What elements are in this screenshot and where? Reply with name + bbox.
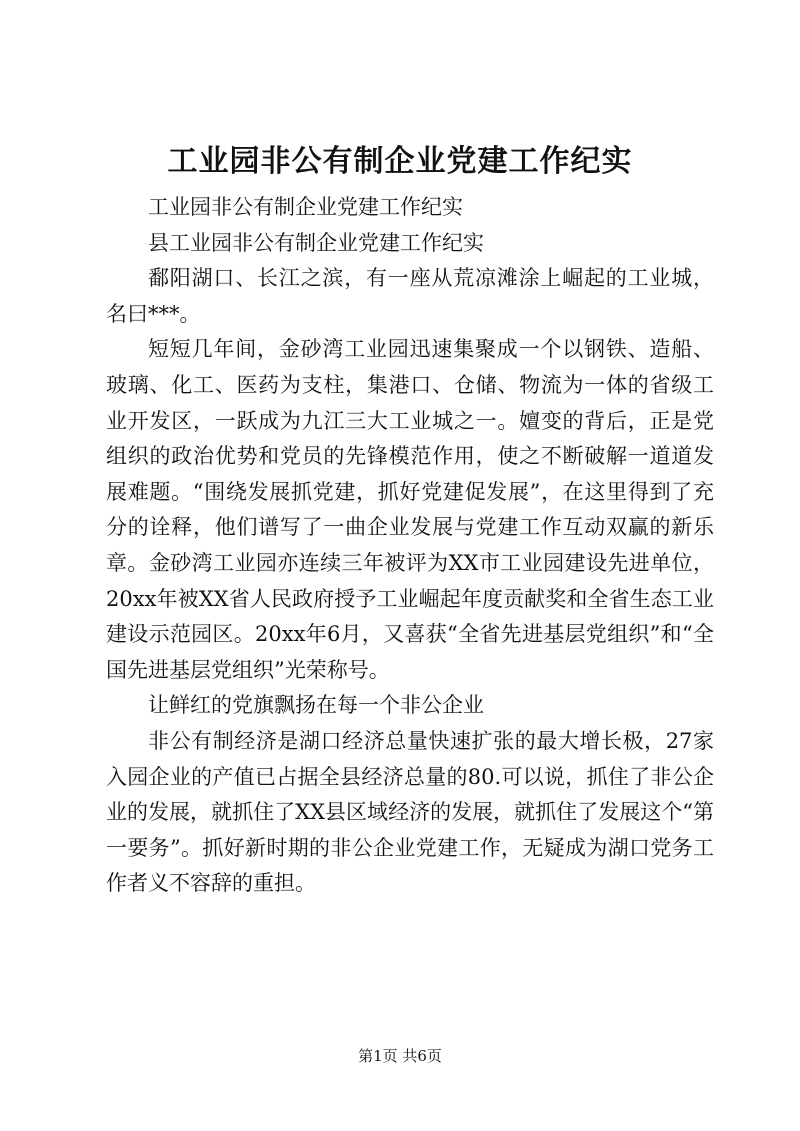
section-heading: 让鲜红的党旗飘扬在每一个非公企业: [148, 693, 484, 718]
document-title: 工业园非公有制企业党建工作纪实: [167, 144, 633, 179]
document-body: [106, 190, 714, 902]
paragraph-nonpublic-economy: 非公有制经济是湖口经济总量快速扩张的最大增长极，27家入园企业的产值已占据全县经济总量的80.可以说，抓住了非公企业的发展，就抓住了XX县区域经济的发展，就抓住了发展这个“第一要务”。抓好新时期的非公企业党建工作，无疑成为湖口党务工作者义不容辞的重担。: [106, 728, 714, 896]
paragraph-intro: 鄱阳湖口、长江之滨，有一座从荒凉滩涂上崛起的工业城，名曰***。: [106, 266, 714, 326]
paragraph-subtitle: 工业园非公有制企业党建工作纪实: [148, 195, 463, 219]
page-footer: 第1页 共6页: [358, 1047, 442, 1065]
paragraph-development: 短短几年间，金砂湾工业园迅速集聚成一个以钢铁、造船、玻璃、化工、医药为支柱，集港口、仓储、物流为一体的省级工业开发区，一跃成为九江三大工业城之一。嬗变的背后，正是党组织的政治优势和党员的先锋模范作用，使之不断破解一道道发展难题。“围绕发展抓党建，抓好党建促发展”，在这里得到了充分的诠释，他们谱写了一曲企业发展与党建工作互动双赢的新乐章。金砂湾工业园亦连续三年被评为XX市工业园建设先进单位，20xx年被XX省人民政府授予工业崛起年度贡献奖和全省生态工业建设示范园区。20xx年6月，又喜获“全省先进基层党组织”和“全国先进基层党组织”光荣称号。: [106, 337, 714, 682]
paragraph-county-subtitle: 县工业园非公有制企业党建工作纪实: [148, 230, 484, 255]
